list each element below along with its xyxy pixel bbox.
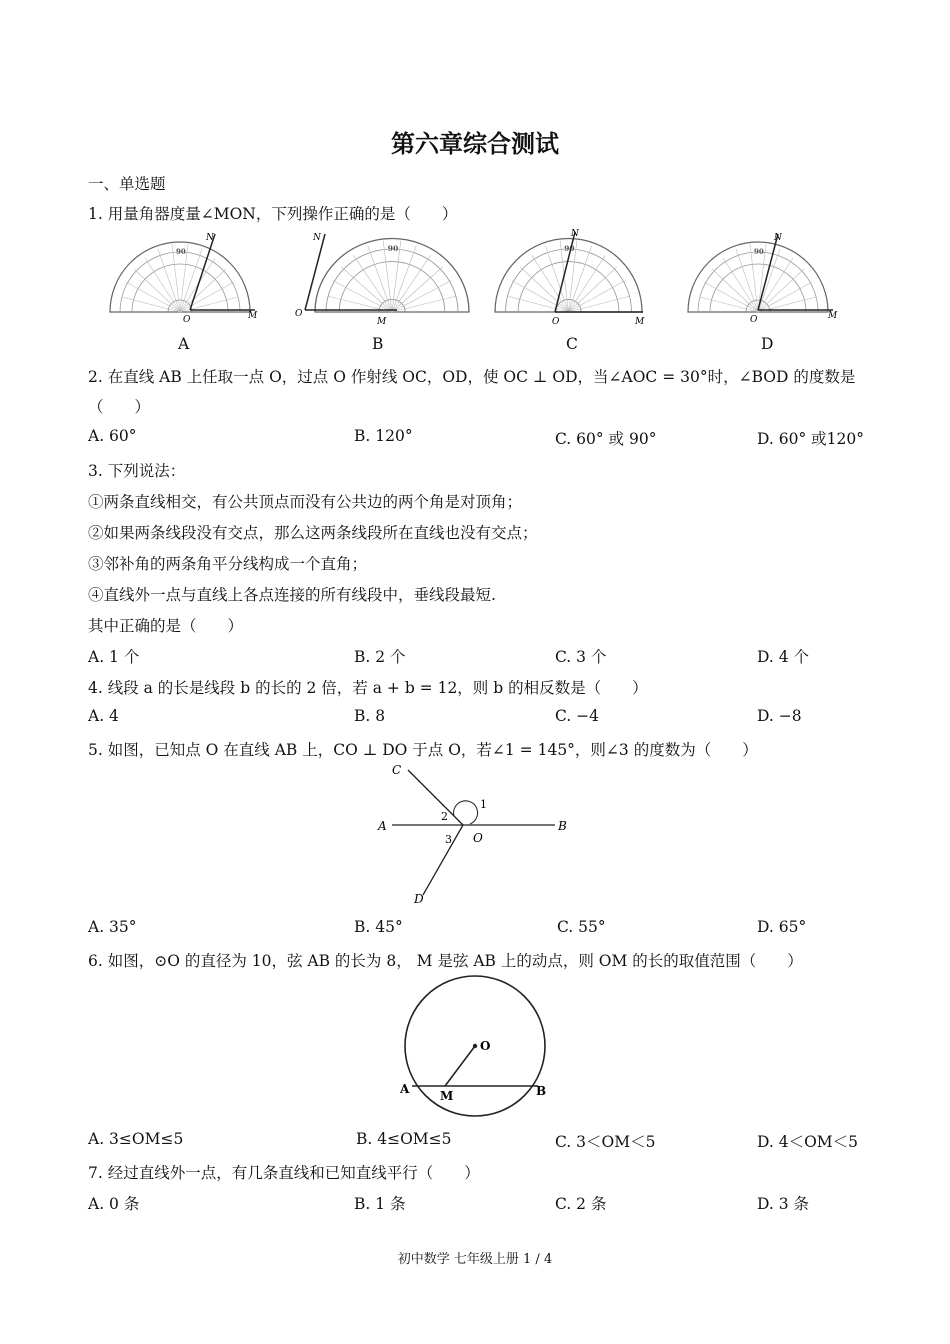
svg-text:O: O bbox=[750, 315, 758, 325]
section-heading: 一、单选题 bbox=[88, 175, 166, 193]
q7-option-b: B. 1 条 bbox=[354, 1195, 406, 1213]
q4-option-c: C. −4 bbox=[555, 707, 600, 725]
svg-text:D: D bbox=[414, 892, 424, 906]
svg-text:A: A bbox=[400, 1082, 410, 1096]
svg-text:M: M bbox=[248, 311, 258, 321]
svg-text:3: 3 bbox=[445, 833, 452, 846]
q5-option-b: B. 45° bbox=[354, 918, 403, 936]
question-1-stem: 1. 用量角器度量∠MON，下列操作正确的是（ ） bbox=[88, 205, 458, 223]
svg-text:O: O bbox=[295, 309, 303, 319]
svg-text:N: N bbox=[774, 233, 782, 243]
question-3-stem: 3. 下列说法： bbox=[88, 462, 186, 480]
protractor-c bbox=[495, 229, 645, 326]
svg-text:O: O bbox=[473, 831, 483, 845]
q7-option-a: A. 0 条 bbox=[88, 1195, 140, 1213]
q2-option-c: C. 60° 或 90° bbox=[555, 430, 657, 448]
svg-text:O: O bbox=[183, 315, 191, 325]
figure-label-a: A bbox=[178, 335, 190, 353]
q6-option-c: C. 3＜OM＜5 bbox=[555, 1133, 656, 1151]
svg-text:1: 1 bbox=[480, 798, 487, 811]
figure-label-c: C bbox=[566, 335, 578, 353]
q7-option-c: C. 2 条 bbox=[555, 1195, 607, 1213]
question-6-figure bbox=[390, 975, 560, 1125]
q2-option-a: A. 60° bbox=[88, 427, 137, 445]
svg-text:M: M bbox=[377, 317, 387, 326]
q5-option-c: C. 55° bbox=[557, 918, 606, 936]
q3-option-d: D. 4 个 bbox=[757, 648, 810, 666]
q5-option-a: A. 35° bbox=[88, 918, 137, 936]
svg-text:O: O bbox=[552, 317, 560, 326]
q3-option-b: B. 2 个 bbox=[354, 648, 406, 666]
q3-option-a: A. 1 个 bbox=[88, 648, 140, 666]
q7-option-d: D. 3 条 bbox=[757, 1195, 810, 1213]
question-2-stem-cont: （ ） bbox=[88, 398, 151, 416]
q3-item-3: ③邻补角的两条角平分线构成一个直角； bbox=[88, 555, 368, 573]
svg-text:M: M bbox=[828, 311, 838, 321]
figure-label-d: D bbox=[761, 335, 774, 353]
question-7-stem: 7. 经过直线外一点，有几条直线和已知直线平行（ ） bbox=[88, 1164, 480, 1182]
q6-option-b: B. 4≤OM≤5 bbox=[356, 1130, 452, 1148]
svg-text:M: M bbox=[440, 1089, 454, 1103]
svg-text:N: N bbox=[571, 229, 579, 239]
protractor-b bbox=[295, 233, 469, 326]
question-4-stem: 4. 线段 a 的长是线段 b 的长的 2 倍，若 a + b = 12，则 b 的相反数是（ ） bbox=[88, 679, 648, 697]
q4-option-a: A. 4 bbox=[88, 707, 119, 725]
question-1-figures: 90 O M N O M N O M N O M N bbox=[100, 228, 880, 326]
q3-option-c: C. 3 个 bbox=[555, 648, 607, 666]
svg-text:N: N bbox=[206, 233, 214, 243]
svg-text:O: O bbox=[480, 1039, 491, 1053]
q6-option-a: A. 3≤OM≤5 bbox=[88, 1130, 184, 1148]
page-title: 第六章综合测试 bbox=[391, 129, 559, 158]
protractor-d bbox=[688, 233, 838, 325]
q4-option-b: B. 8 bbox=[354, 707, 386, 725]
svg-text:A: A bbox=[378, 819, 387, 833]
figure-label-b: B bbox=[372, 335, 384, 353]
svg-text:2: 2 bbox=[441, 810, 448, 823]
question-5-stem: 5. 如图，已知点 O 在直线 AB 上，CO ⊥ DO 于点 O，若∠1 = 145°，则∠3 的度数为（ ） bbox=[88, 741, 758, 759]
q2-option-b: B. 120° bbox=[354, 427, 413, 445]
q3-item-2: ②如果两条线段没有交点，那么这两条线段所在直线也没有交点； bbox=[88, 524, 538, 542]
svg-text:M: M bbox=[635, 317, 645, 326]
question-6-stem: 6. 如图，⊙O 的直径为 10，弦 AB 的长为 8， M 是弦 AB 上的动点，则 OM 的长的取值范围（ ） bbox=[88, 952, 803, 970]
q3-ask: 其中正确的是（ ） bbox=[88, 617, 244, 635]
svg-text:B: B bbox=[536, 1084, 547, 1098]
page-footer: 初中数学 七年级上册 1 / 4 bbox=[397, 1252, 553, 1267]
protractor-a bbox=[110, 233, 258, 325]
q5-option-d: D. 65° bbox=[757, 918, 807, 936]
question-5-figure bbox=[370, 760, 580, 908]
q3-item-1: ①两条直线相交，有公共顶点而没有公共边的两个角是对顶角； bbox=[88, 493, 523, 511]
q6-option-d: D. 4＜OM＜5 bbox=[757, 1133, 859, 1151]
svg-text:C: C bbox=[392, 763, 402, 777]
svg-text:N: N bbox=[313, 233, 321, 243]
svg-text:B: B bbox=[558, 819, 567, 833]
question-2-stem: 2. 在直线 AB 上任取一点 O，过点 O 作射线 OC，OD，使 OC ⊥ OD，当∠AOC = 30°时，∠BOD 的度数是 bbox=[88, 368, 856, 386]
q2-option-d: D. 60° 或120° bbox=[757, 430, 864, 448]
q3-item-4: ④直线外一点与直线上各点连接的所有线段中，垂线段最短. bbox=[88, 586, 496, 604]
q4-option-d: D. −8 bbox=[757, 707, 802, 725]
